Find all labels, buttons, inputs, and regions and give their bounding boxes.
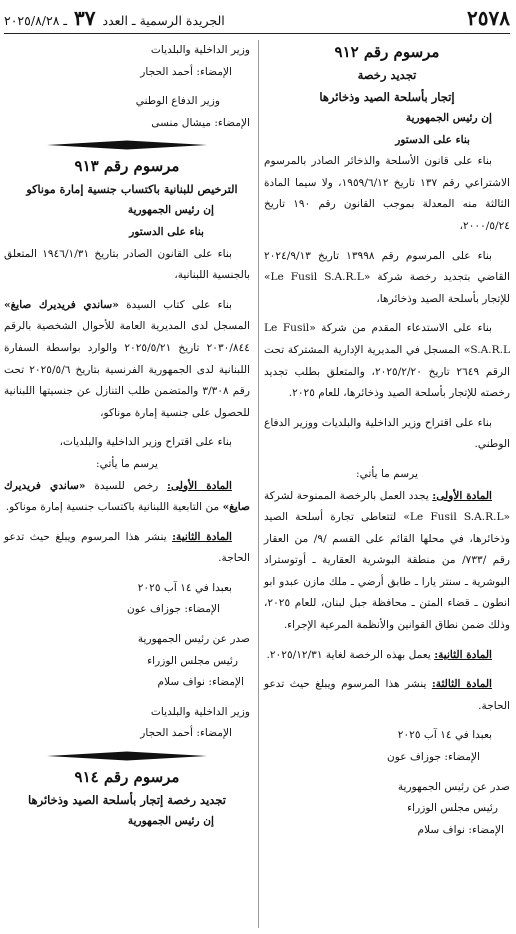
journal-name: الجريدة الرسمية ـ العدد xyxy=(102,13,225,28)
minister-defense-signature: الإمضاء: ميشال منسى xyxy=(151,116,250,129)
decree-913-para-1: بناء على القانون الصادر بتاريخ ١٩٤٦/١/٣١ المتعلق بالجنسية اللبنانية، xyxy=(4,247,250,282)
section-divider-ornament xyxy=(47,140,207,150)
decree-913-issuer: إن رئيس الجمهورية xyxy=(127,204,214,217)
article-prefix: رخص للسيدة xyxy=(94,479,159,492)
decree-914-title: مرسوم رقم ٩١٤ xyxy=(74,768,180,787)
article-text: يجدد العمل بالرخصة الممنوحة لشركة «Le Fusil S.A.R.L» لتتعاطى تجارة أسلحة الصيد وذخائرها، في محلها القائم على القسم /٩/ من العقار رقم /٧٣٣/ من منطقة البوشرية العقارية ـ أوتوستراد البوشرية ـ سنتر يارا ـ طابق أرضي ـ ملك مازن عبدو ابو انطون ـ قضاء المتن ـ محافظة جبل لبنان، للعام ٢٠٢٥، وذلك ضمن نطاق القوانين والأنظمة المرعية الإجراء. xyxy=(264,489,510,632)
decree-912-signature-pm: الإمضاء: نواف سلام xyxy=(417,823,504,836)
article-label: المادة الثالثة: xyxy=(431,678,493,691)
decree-913-article-2 xyxy=(4,527,250,570)
para-prefix: بناء على كتاب السيدة xyxy=(126,298,233,311)
page-header xyxy=(4,4,510,34)
decree-913-para-2 xyxy=(4,295,250,425)
column-divider xyxy=(258,40,259,928)
decree-912-subtitle-1: تجديد رخصة xyxy=(357,68,417,82)
decree-913-decrees: يرسم ما يأتي: xyxy=(96,457,158,470)
decree-912-date: بعبدا في ١٤ آب ٢٠٢٥ xyxy=(397,729,492,742)
right-column xyxy=(264,40,510,841)
article-text: ينشر هذا المرسوم ويبلغ حيث تدعو الحاجة. xyxy=(264,678,510,712)
page-number: ٢٥٧٨ xyxy=(467,6,510,30)
minister-interior-signature: الإمضاء: أحمد الحجار xyxy=(140,65,232,78)
article-text: من التابعية اللبنانية باكتساب جنسية إمارة موناكو. xyxy=(5,501,220,514)
decree-913-pm-title: رئيس مجلس الوزراء xyxy=(147,654,238,667)
decree-914-subtitle: تجديد رخصة إتجار بأسلحة الصيد وذخائرها xyxy=(28,793,226,808)
decree-912-para-3: بناء على الاستدعاء المقدم من شركة «Le Fusil S.A.R.L» المسجل في المديرية الإدارية المشتركة تحت الرقم ٢٦٤٩ تاريخ ٢٠٢٥/٢/٢٠، والمتعلق بطلب تجديد رخصته للإتجار بأسلحة الصيد وذخائرها، للعام ٢٠٢٥. xyxy=(264,322,510,400)
issue-number: ٣٧ xyxy=(74,6,96,30)
decree-913-subtitle: الترخيص للبنانية باكتساب جنسية إمارة موناكو xyxy=(26,182,238,197)
decree-912-para-2: بناء على المرسوم رقم ١٣٩٩٨ تاريخ ٢٠٢٤/٩/١٣ القاضي بتجديد رخصة شركة «Le Fusil S.A.R.L» للإتجار بأسلحة الصيد وذخائرها، xyxy=(264,249,510,305)
decree-912-para-4: بناء على اقتراح وزير الداخلية والبلديات ووزير الدفاع الوطني. xyxy=(264,416,510,451)
article-text: يعمل بهذه الرخصة لغاية ٢٠٢٥/١٢/٣١. xyxy=(266,648,431,661)
decree-913-issued-by: صدر عن رئيس الجمهورية xyxy=(137,633,250,646)
decree-913-para-3: بناء على اقتراح وزير الداخلية والبلديات، xyxy=(59,436,232,449)
decree-912-pm-title: رئيس مجلس الوزراء xyxy=(407,802,498,815)
decree-912-para-1: بناء على قانون الأسلحة والذخائر الصادر بالمرسوم الاشتراعي رقم ١٣٧ تاريخ ١٩٥٩/٦/١٢، ولا سيما المادة الثالثة منه المعدلة بموجب القانون رقم ١٩٠ تاريخ ٢٠٠٠/٥/٢٤، xyxy=(264,155,511,232)
decree-913-basis: بناء على الدستور xyxy=(129,225,204,238)
decree-912-article-2 xyxy=(264,645,510,667)
decree-912-article-1 xyxy=(264,486,510,637)
decree-913-article-1 xyxy=(4,476,250,519)
person-name: «ساندي فريديرك صايغ» xyxy=(4,298,119,311)
article-label: المادة الثانية: xyxy=(434,648,492,661)
decree-913-date: بعبدا في ١٤ آب ٢٠٢٥ xyxy=(137,581,232,594)
decree-913-signature-pm: الإمضاء: نواف سلام xyxy=(157,676,244,689)
decree-912-subtitle-2: إتجار بأسلحة الصيد وذخائرها xyxy=(319,90,455,104)
decree-912-decrees: يرسم ما يأتي: xyxy=(356,467,418,480)
issue-date: ـ ٢٠٢٥/٨/٢٨ xyxy=(4,13,68,28)
journal-header-info xyxy=(4,6,225,30)
left-column xyxy=(4,40,250,833)
decree-912-signature-president: الإمضاء: جوزاف عون xyxy=(387,751,480,764)
decree-913-title: مرسوم رقم ٩١٣ xyxy=(74,157,180,176)
article-label: المادة الأولى: xyxy=(167,479,232,492)
decree-912-title: مرسوم رقم ٩١٢ xyxy=(334,43,440,61)
decree-913-signature-president: الإمضاء: جوزاف عون xyxy=(127,603,220,616)
decree-912-basis: بناء على الدستور xyxy=(395,133,470,146)
minister-interior-signature-2: الإمضاء: أحمد الحجار xyxy=(140,727,232,740)
minister-defense-title: وزير الدفاع الوطني xyxy=(135,95,220,108)
decree-914-issuer: إن رئيس الجمهورية xyxy=(127,815,214,828)
minister-interior-title-2: وزير الداخلية والبلديات xyxy=(150,705,250,718)
article-label: المادة الأولى: xyxy=(432,489,492,502)
minister-interior-title: وزير الداخلية والبلديات xyxy=(150,44,250,56)
para-text: المسجل لدى المديرية العامة للأحوال الشخصية بالرقم ٢٠٣٠/٨٤٤ تاريخ ٢٠٢٥/٥/٢١ والوارد بواسطة السفارة اللبنانية لدى الجمهورية الفرنسية بتاريخ ٢٠٢٥/٥/٦ تحت رقم ٣/٣٠٨ والمتضمن طلب التنازل عن جنسيتها اللبنانية للحصول على جنسية إمارة موناكو، xyxy=(4,320,250,419)
article-label: المادة الثانية: xyxy=(172,530,232,543)
article-text: ينشر هذا المرسوم ويبلغ حيث تدعو الحاجة. xyxy=(4,530,250,565)
decree-912-article-3 xyxy=(264,674,510,717)
decree-912-issuer: إن رئيس الجمهورية xyxy=(405,112,492,124)
section-divider-ornament xyxy=(47,751,207,761)
decree-912-issued-by: صدر عن رئيس الجمهورية xyxy=(397,780,510,793)
person-name: «ساندي فريديرك صايغ» xyxy=(4,479,250,514)
